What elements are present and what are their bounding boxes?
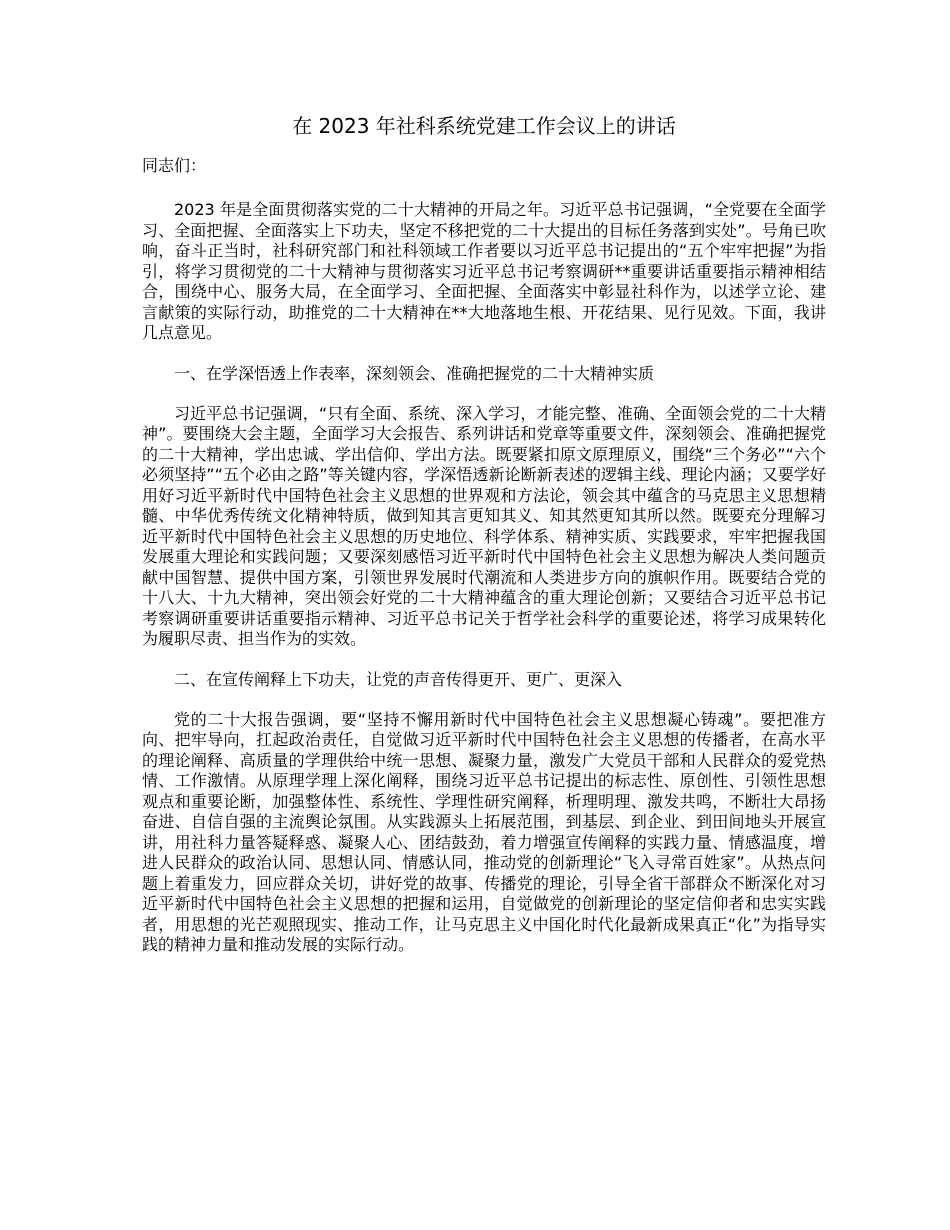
section-body-2: 党的二十大报告强调，要“坚持不懈用新时代中国特色社会主义思想凝心铸魂”。要把准方向、把牢导向，扛起政治责任，自觉做习近平新时代中国特色社会主义思想的传播者，在高水平的理论阐释、高质量的学理供给中统一思想、凝聚力量，激发广大党员干部和人民群众的爱党热情、工作激情。从原理学理上深化阐释，围绕习近平总书记提出的标志性、原创性、引领性思想观点和重要论断，加强整体性、系统性、学理性研究阐释，析理明理、激发共鸣，不断壮大昂扬奋进、自信自强的主流舆论氛围。从实践源头上拓展范围，到基层、到企业、到田间地头开展宣讲，用社科力量答疑释惑、凝聚人心、团结鼓劲，着力增强宣传阐释的实践力量、情感温度，增进人民群众的政治认同、思想认同、情感认同，推动党的创新理论“飞入寻常百姓家”。从热点问题上着重发力，回应群众关切，讲好党的故事、传播党的理论，引导全省干部群众不断深化对习近平新时代中国特色社会主义思想的把握和运用，自觉做党的创新理论的坚定信仰者和忠实实践者，用思想的光芒观照现实、推动工作，让马克思主义中国化时代化最新成果真正“化”为指导实践的精神力量和推动发展的实际行动。: [142, 709, 826, 954]
salutation: 同志们：: [142, 156, 207, 175]
intro-paragraph: 2023 年是全面贯彻落实党的二十大精神的开局之年。习近平总书记强调，“全党要在全面学习、全面把握、全面落实上下功夫，坚定不移把党的二十大提出的目标任务落到实处”。号角已吹响，奋斗正当时，社科研究部门和社科领域工作者要以习近平总书记提出的“五个牢牢把握”为指引，将学习贯彻党的二十大精神与贯彻落实习近平总书记考察调研**重要讲话重要指示精神相结合，围绕中心、服务大局，在全面学习、全面把握、全面落实中彰显社科作为，以述学立论、建言献策的实际行动，助推党的二十大精神在**大地落地生根、开花结果、见行见效。下面，我讲几点意见。: [142, 200, 826, 342]
section-heading-1: 一、在学深悟透上作表率，深刻领会、准确把握党的二十大精神实质: [174, 363, 655, 383]
document-title: 在 2023 年社科系统党建工作会议上的讲话: [292, 114, 676, 138]
document-page: [142, 112, 826, 976]
section-heading-2: 二、在宣传阐释上下功夫，让党的声音传得更开、更广、更深入: [174, 669, 623, 689]
section-body-1: 习近平总书记强调，“只有全面、系统、深入学习，才能完整、准确、全面领会党的二十大精神”。要围绕大会主题，全面学习大会报告、系列讲话和党章等重要文件，深刻领会、准确把握党的二十大精神，学出忠诚、学出信仰、学出方法。既要紧扣原文原理原义，围绕“三个务必”“六个必须坚持”“五个必由之路”等关键内容，学深悟透新论断新表述的逻辑主线、理论内涵；又要学好用好习近平新时代中国特色社会主义思想的世界观和方法论，领会其中蕴含的马克思主义思想精髓、中华优秀传统文化精神特质，做到知其言更知其义、知其然更知其所以然。既要充分理解习近平新时代中国特色社会主义思想的历史地位、科学体系、精神实质、实践要求，牢牢把握我国发展重大理论和实践问题；又要深刻感悟习近平新时代中国特色社会主义思想为解决人类问题贡献中国智慧、提供中国方案，引领世界发展时代潮流和人类进步方向的旗帜作用。既要结合党的十八大、十九大精神，突出领会好党的二十大精神蕴含的重大理论创新；又要结合习近平总书记考察调研重要讲话重要指示精神、习近平总书记关于哲学社会科学的重要论述，将学习成果转化为履职尽责、担当作为的实效。: [142, 403, 826, 648]
